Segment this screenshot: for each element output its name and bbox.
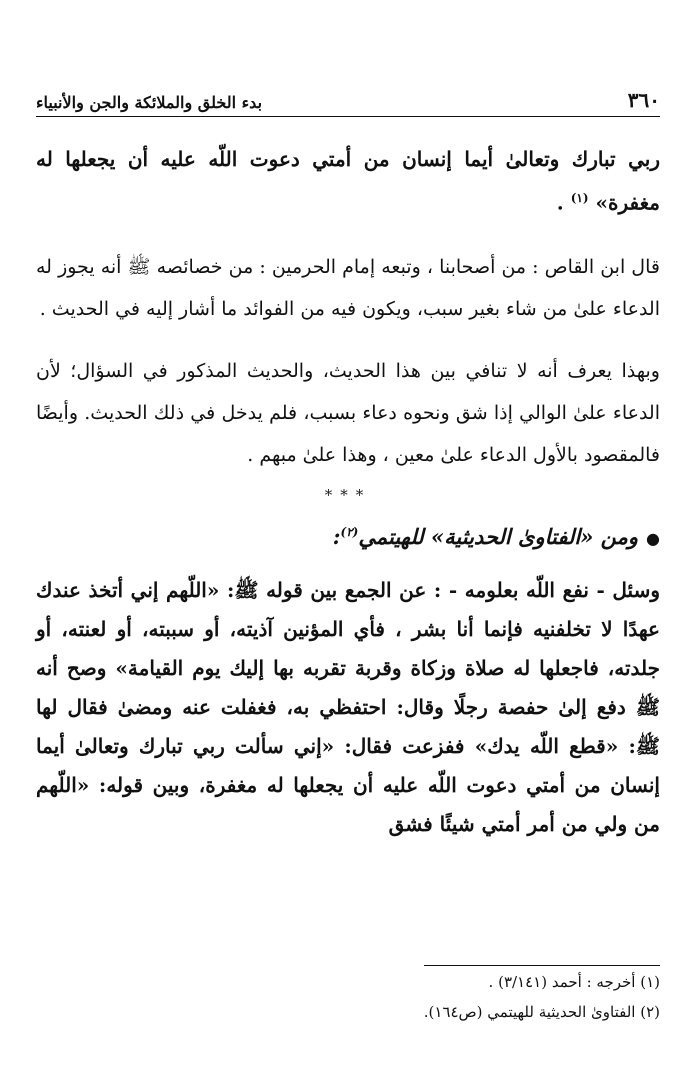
ibn-al-qass-paragraph: قال ابن القاص : من أصحابنا ، وتبعه إمام الحرمين : من خصائصه ﷺ أنه يجوز له الدعاء علىٰ من شاء بغير سبب، ويكون فيه من الفوائد ما أشار إليه في الحديث . [36, 256, 660, 320]
reconciliation-paragraph: وبهذا يعرف أنه لا تنافي بين هذا الحديث، والحديث المذكور في السؤال؛ لأن الدعاء علىٰ الوالي إذا شق ونحوه دعاء بسبب، فلم يدخل في ذلك الحديث. وأيضًا فالمقصود بالأول الدعاء علىٰ معين ، وهذا علىٰ مبهم . [36, 360, 660, 466]
section-divider: *** [324, 486, 372, 504]
page-header [36, 84, 660, 117]
bullet-icon: ● [646, 529, 660, 548]
running-title: بدء الخلق والملائكة والجن والأنبياء [36, 93, 263, 112]
footnote-rule [424, 965, 660, 966]
footnote-2: (٢) الفتاوىٰ الحديثية للهيتمي (ص١٦٤). [423, 1003, 660, 1021]
paragraph-end: . [556, 190, 564, 215]
main-text [36, 140, 660, 844]
continued-hadith-paragraph [36, 140, 660, 228]
section-heading-text: ومن «الفتاوىٰ الحديثية» للهيتمي [358, 524, 639, 549]
footnote-1: (١) أخرجه : أحمد (٣/١٤١) . [488, 973, 660, 991]
footnote-ref-2: (٢) [340, 525, 359, 539]
section-heading-colon: : [332, 524, 341, 549]
footnotes [36, 965, 660, 1026]
page-number: ٣٦٠ [627, 88, 660, 112]
question-paragraph: وسئل - نفع اللّه بعلومه - : عن الجمع بين قوله ﷺ: «اللّهم إني أتخذ عندك عهدًا لا تخلفنيه فإنما أنا بشر ، فأي المؤنين آذيته، أو سببته، أو لعنته، أو جلدته، فاجعلها له صلاة وزكاة وقربة تقربه بها إليك يوم القيامة» وصح أنه ﷺ دفع إلىٰ حفصة رجلًا وقال: احتفظي به، فغفلت عنه ومضىٰ فقال لها ﷺ: «قطع اللّه يدك» ففزعت فقال: «إني سألت ربي تبارك وتعالىٰ أيما إنسان من أمتي دعوت اللّه عليه أن يجعلها له مغفرة، وبين قوله: «اللّهم من ولي من أمر أمتي شيئًا فشق [36, 578, 660, 836]
section-heading [36, 512, 660, 559]
hadith-text: ربي تبارك وتعالىٰ أيما إنسان من أمتي دعوت اللّه عليه أن يجعلها له مغفرة» [36, 147, 660, 215]
footnote-ref-1: (١) [570, 191, 589, 205]
